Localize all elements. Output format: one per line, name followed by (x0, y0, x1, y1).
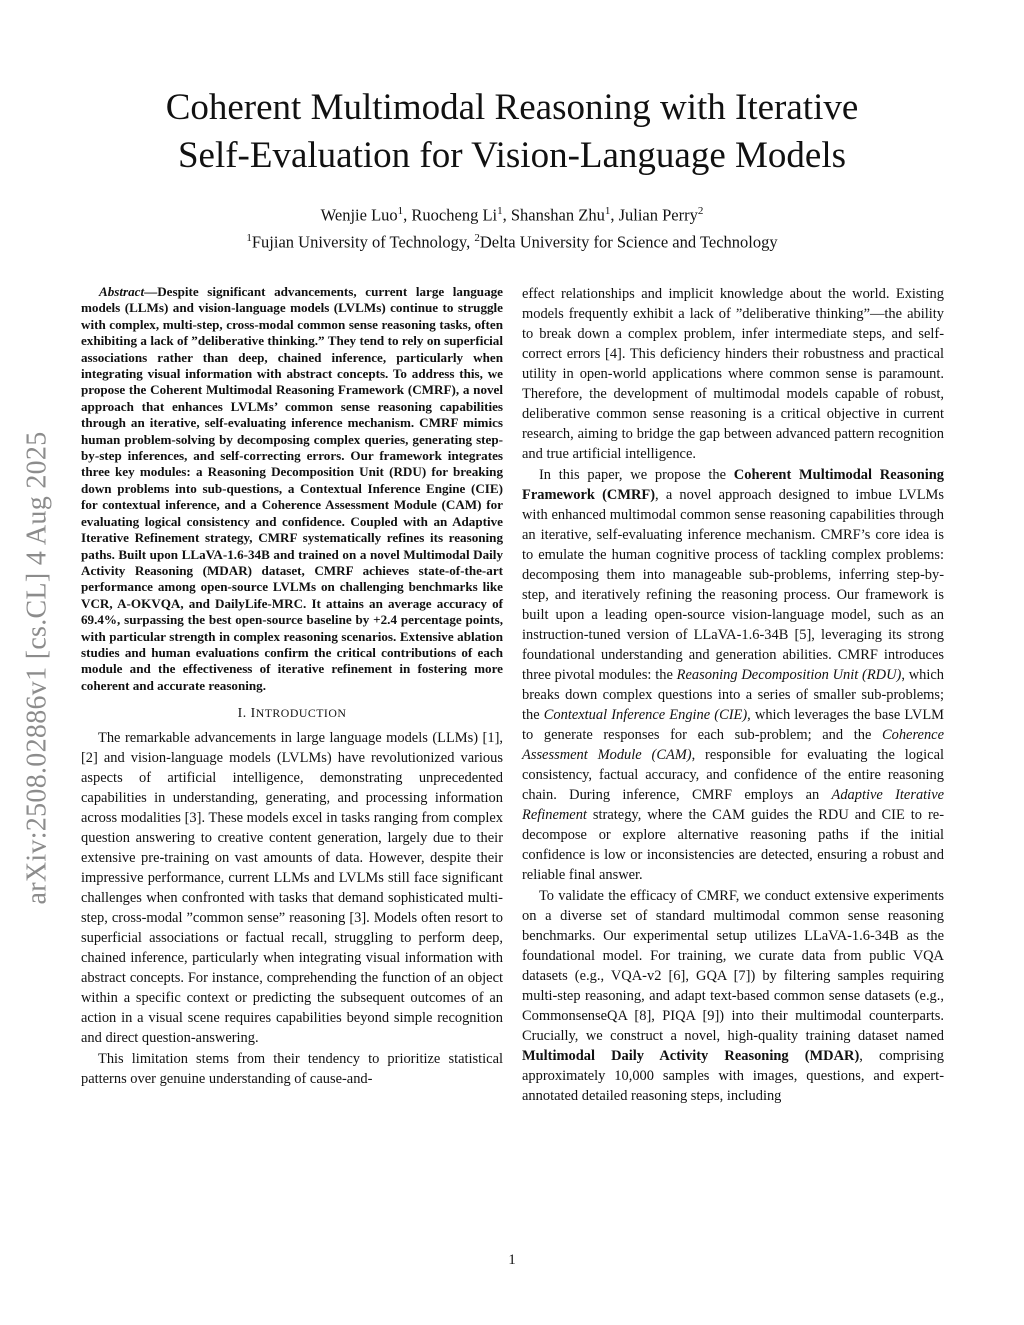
intro-paragraph-4 (522, 886, 944, 1106)
strategy-name: Adaptive Iterative Refinement (522, 787, 945, 823)
title-line-1: Coherent Multimodal Reasoning with Iterative (165, 87, 859, 128)
author-name: Shanshan Zhu (510, 205, 605, 225)
intro-paragraph-2-continued: effect relationships and implicit knowledge about the world. Existing models frequently exhibit a lack of ”deliberative thinking”—the ability to break down a complex problem, infer intermediate steps, and self-correct errors [4]. This deficiency hinders their robustness and practical utility in open-world applications where common sense is paramount. Therefore, the development of multimodal models capable of robust, deliberative common sense reasoning is a critical objective in current research, aiming to bridge the gap between advanced pattern recognition and true artificial intelligence. (522, 286, 944, 462)
author-affiliation-mark: 1 (497, 205, 503, 217)
section-title-initial: I (250, 705, 256, 721)
section-heading-introduction (81, 705, 503, 721)
affiliation-mark: 1 (246, 231, 252, 244)
module-name-rdu: Reasoning Decomposition Unit (RDU) (676, 667, 902, 683)
module-name-cam: Coherence Assessment Module (CAM) (522, 727, 944, 763)
page-number: 1 (508, 1252, 516, 1268)
intro-paragraph-3 (522, 465, 944, 885)
section-number: I. (237, 705, 247, 721)
author-affiliation-mark: 2 (697, 205, 704, 217)
framework-name: Coherent Multimodal Reasoning Framework (CMRF) (522, 467, 944, 503)
affiliation: Fujian University of Technology, (251, 232, 471, 251)
title-line-2: Self-Evaluation for Vision-Language Models (177, 135, 847, 176)
affiliation-mark: 2 (474, 231, 480, 244)
author-affiliation-mark: 1 (604, 205, 611, 217)
text-run: , responsible for evaluating the logical consistency, factual accuracy, and confidence of the entire reasoning chain. During inference, CMRF employs an (522, 747, 944, 803)
text-run: In this paper, we propose the (539, 467, 734, 483)
text-run: To validate the efficacy of CMRF, we conduct extensive experiments on a diverse set of standard multimodal common sense reasoning benchmarks. Our experimental setup utilizes LLaVA-1.6-34B as the foundational model. For training, we curate data from public VQA datasets (e.g., VQA-v2 [6], GQA [7]) by filtering samples requiring multi-step reasoning, and adapt text-based common sense datasets (e.g., CommonsenseQA [8], PIQA [9]) into their multimodal counterparts. Crucially, we construct a novel, high-quality training dataset named (522, 888, 944, 1044)
author-block (80, 200, 944, 253)
text-run: , comprising approximately 10,000 samples with images, questions, and expert-annotated detailed reasoning steps, including (522, 1048, 944, 1104)
text-run: , which leverages the base LVLM to generate responses for each sub-problem; and the (522, 707, 944, 743)
arxiv-identifier[interactable]: arXiv:2508.02886v1 [cs.CL] 4 Aug 2025 (22, 430, 53, 905)
section-title-rest: NTRODUCTION (255, 706, 347, 721)
intro-paragraph-1: The remarkable advancements in large language models (LLMs) [1], [2] and vision-language models (LVLMs) have revolutionized various aspects of artificial intelligence, demonstrating unprecedented capabilities in understanding, generating, and processing information across modalities [3]. These models excel in tasks ranging from complex question answering to creative content generation, largely due to their extensive pre-training on vast amounts of data. However, despite their impressive performance, current LLMs and LVLMs still face significant challenges when confronted with tasks that demand sophisticated multi-step, cross-modal ”common sense” reasoning [3]. Models often resort to superficial associations or factual recall, struggling to perform deep, chained inference, particularly when integrating visual information with abstract concepts. For instance, comprehending the function of an object within a specific context or predicting the subsequent outcomes of an action in a visual scene requires capabilities beyond simple recognition and direct question-answering. (81, 730, 503, 1047)
intro-paragraph-2: This limitation stems from their tendency to prioritize statistical patterns over genuine understanding of cause-and- (81, 1051, 503, 1088)
affiliation: Delta University for Science and Technology (479, 232, 778, 251)
text-run: , a novel approach designed to imbue LVLMs with enhanced multimodal common sense reasoning capabilities through an iterative, self-evaluating inference mechanism. CMRF’s core idea is to emulate the human cognitive process of tackling complex problems: decomposing them into manageable sub-problems, inferring step-by-step, and iteratively refining the reasoning process. Our framework is built upon a leading open-source vision-language model, such as an instruction-tuned version of LLaVA-1.6-34B [5], leveraging its strong foundational understanding and generation abilities. CMRF introduces three pivotal modules: the (522, 487, 944, 683)
paper-title (80, 84, 944, 180)
author-name: Ruocheng Li (411, 205, 498, 225)
affiliation-list (80, 227, 944, 254)
dataset-name: Multimodal Daily Activity Reasoning (MDAR) (522, 1048, 860, 1064)
abstract-text: —Despite significant advancements, current large language models (LLMs) and vision-language models (LVLMs) continue to struggle with complex, multi-step, cross-modal common sense reasoning tasks, often exhibiting a lack of ”deliberative thinking.” They tend to rely on superficial associations rather than deep, chained inference, particularly when integrating visual information with abstract concepts. To address this, we propose the Coherent Multimodal Reasoning Framework (CMRF), a novel approach that enhances LVLMs’ common sense reasoning capabilities through an iterative, self-evaluating inference mechanism. CMRF mimics human problem-solving by decomposing complex queries, generating step-by-step inferences, and self-correcting errors. Our framework integrates three key modules: a Reasoning Decomposition Unit (RDU) for breaking down problems into sub-questions, a Contextual Inference Engine (CIE) for contextual inference, and a Coherence Assessment Module (CAM) for evaluating logical consistency and confidence. Coupled with an Adaptive Iterative Refinement strategy, CMRF systematically refines its reasoning paths. Built upon LLaVA-1.6-34B and trained on a novel Multimodal Daily Activity Reasoning (MDAR) dataset, CMRF achieves state-of-the-art performance among open-source LVLMs on challenging benchmarks like VCR, A-OKVQA, and DailyLife-MRC. It attains an average accuracy of 69.4%, surpassing the best open-source baseline by +2.4 percentage points, with particular strength in complex reasoning scenarios. Extensive ablation studies and human evaluations confirm the critical contributions of each module and the effectiveness of iterative refinement in fostering more coherent and accurate reasoning. (81, 284, 503, 693)
left-column (81, 284, 503, 1089)
author-affiliation-mark: 1 (397, 205, 404, 217)
author-name: Wenjie Luo (320, 205, 398, 225)
abstract (81, 284, 503, 694)
module-name-cie: Contextual Inference Engine (CIE) (543, 707, 748, 723)
right-column (522, 284, 944, 1106)
author-name: Julian Perry (618, 205, 698, 225)
text-run: , which breaks down complex questions into a series of smaller sub-problems; the (522, 667, 944, 723)
arxiv-identifier-stamp (8, 380, 68, 955)
abstract-label: Abstract (99, 284, 145, 299)
text-run: strategy, where the CAM guides the RDU and CIE to re-decompose or explore alternative reasoning paths if the initial confidence is low or inconsistencies are detected, ensuring a robust and reliable final answer. (522, 807, 944, 883)
author-list: Wenjie Luo$^1$, Ruocheng Li$^1$, Shanshan Zhu$^1$, Julian Perry$^2$ (320, 205, 704, 225)
